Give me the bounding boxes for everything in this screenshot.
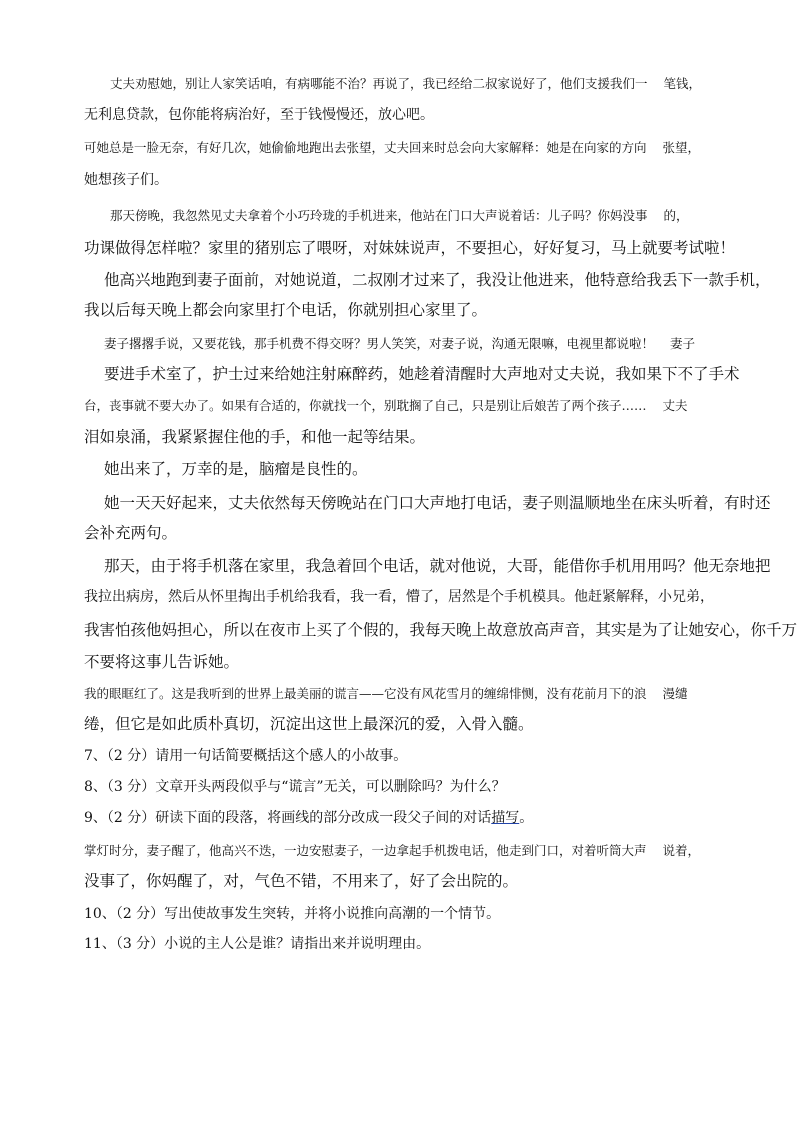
text-line <box>84 396 724 416</box>
line-text: 会补充两句。 <box>84 524 178 542</box>
line-text: 丈夫劝慰她，别让人家笑话咱，有病哪能不治？再说了，我已经给二叔家说好了，他们支援我们一 <box>110 76 648 91</box>
line-text: 我的眼眶红了。这是我听到的世界上最美丽的谎言——它没有风花雪月的缠绵悱恻，没有花前月下的浪 <box>84 686 647 701</box>
line-text: 不要将这事儿告诉她。 <box>84 653 240 671</box>
text-line <box>84 871 724 891</box>
line-text: 要进手术室了，护士过来给她注射麻醉药，她趁着清醒时大声地对丈夫说，我如果下不了手术 <box>104 365 740 383</box>
line-text: 我以后每天晚上都会向家里打个电话，你就别担心家里了。 <box>84 301 488 319</box>
text-line <box>84 652 724 672</box>
line-text: 可她总是一脸无奈，有好几次，她偷偷地跑出去张望，丈夫回来时总会向大家解释：她是在向家的方向 <box>84 140 647 155</box>
line-text: 那天，由于将手机落在家里，我急着回个电话，就对他说，大哥，能借你手机用用吗？他无奈地把 <box>104 557 771 575</box>
line-text-tail: 说着， <box>662 843 701 858</box>
underlined-word: 描写 <box>491 810 520 826</box>
text-line <box>84 808 724 828</box>
line-text: 她出来了，万幸的是，脑瘤是良性的。 <box>104 460 368 478</box>
line-text: 她一天天好起来，丈夫依然每天傍晚站在门口大声地打电话，妻子则温顺地坐在床头听着，有时还 <box>104 494 771 512</box>
text-line <box>84 300 724 320</box>
line-text: 那天傍晚，我忽然见丈夫拿着个小巧玲珑的手机进来，他站在门口大声说着话：儿子吗？你妈没事 <box>110 208 648 223</box>
text-line <box>84 105 724 125</box>
line-text: 7、（2 分）请用一句话简要概括这个感人的小故事。 <box>84 748 408 764</box>
line-text: 11、（3 分）小说的主人公是谁？请指出来并说明理由。 <box>84 936 431 952</box>
text-line <box>110 206 750 226</box>
line-text-end: 。 <box>519 810 534 826</box>
text-line <box>104 459 744 479</box>
text-line <box>84 777 724 797</box>
line-text: 掌灯时分，妻子醒了，他高兴不迭，一边安慰妻子，一边拿起手机拨电话，他走到门口，对着听筒大声 <box>84 843 647 858</box>
text-line <box>84 587 724 607</box>
text-line <box>110 74 750 94</box>
text-line <box>84 684 724 704</box>
text-line <box>84 620 797 640</box>
line-text-tail: 张望， <box>662 140 701 155</box>
line-text: 我拉出病房，然后从怀里掏出手机给我看，我一看，懵了，居然是个手机模具。他赶紧解释，小兄弟， <box>84 589 714 605</box>
text-line <box>84 427 724 447</box>
line-text: 台，丧事就不要大办了。如果有合适的，你就找一个，别耽搁了自己，只是别让后娘苦了两个孩子…… <box>84 398 647 413</box>
text-line <box>84 934 724 954</box>
line-text: 没事了，你妈醒了，对，气色不错，不用来了，好了会出院的。 <box>84 872 519 890</box>
text-line <box>84 904 724 924</box>
text-line <box>104 493 771 513</box>
text-line <box>84 714 724 734</box>
text-line <box>104 556 771 576</box>
text-line <box>84 523 724 543</box>
line-text-tail: 妻子 <box>670 336 696 351</box>
line-text: 她想孩子们。 <box>84 172 168 188</box>
line-text: 9、（2 分）研读下面的段落，将画线的部分改成一段父子间的对话 <box>84 810 492 826</box>
text-line <box>104 364 744 384</box>
line-text-tail: 的， <box>663 208 689 223</box>
line-text: 妻子撂撂手说，又要花钱，那手机费不得交呀？男人笑笑，对妻子说，沟通无限嘛，电视里都说啦！ <box>104 336 655 351</box>
text-line <box>104 334 744 354</box>
line-text-tail: 漫缱 <box>662 686 688 701</box>
line-text-tail: 丈夫 <box>662 398 688 413</box>
line-text: 泪如泉涌，我紧紧握住他的手，和他一起等结果。 <box>84 428 426 446</box>
text-line <box>84 138 724 158</box>
line-text: 绻，但它是如此质朴真切，沉淀出这世上最深沉的爱，入骨入髓。 <box>84 715 534 733</box>
text-line <box>84 746 724 766</box>
line-text: 他高兴地跑到妻子面前，对她说道，二叔刚才过来了，我没让他进来，他特意给我丢下一款手机， <box>104 271 771 289</box>
text-line <box>84 170 724 190</box>
line-text: 无利息贷款，包你能将病治好，至于钱慢慢还，放心吧。 <box>84 107 434 123</box>
text-line <box>84 841 724 861</box>
line-text: 8、（3 分）文章开头两段似乎与“谎言”无关，可以删除吗？为什么？ <box>84 779 506 795</box>
line-text: 功课做得怎样啦？家里的猪别忘了喂呀，对妹妹说声，不要担心，好好复习，马上就要考试啦！ <box>84 239 736 257</box>
line-text: 10、（2 分）写出使故事发生突转，并将小说推向高潮的一个情节。 <box>84 906 501 922</box>
text-line <box>104 270 771 290</box>
line-text-tail: 笔钱， <box>663 76 702 91</box>
text-line <box>84 238 736 258</box>
line-text: 我害怕孩他妈担心，所以在夜市上买了个假的，我每天晚上故意放高声音，其实是为了让她安心，你千万 <box>84 621 797 639</box>
